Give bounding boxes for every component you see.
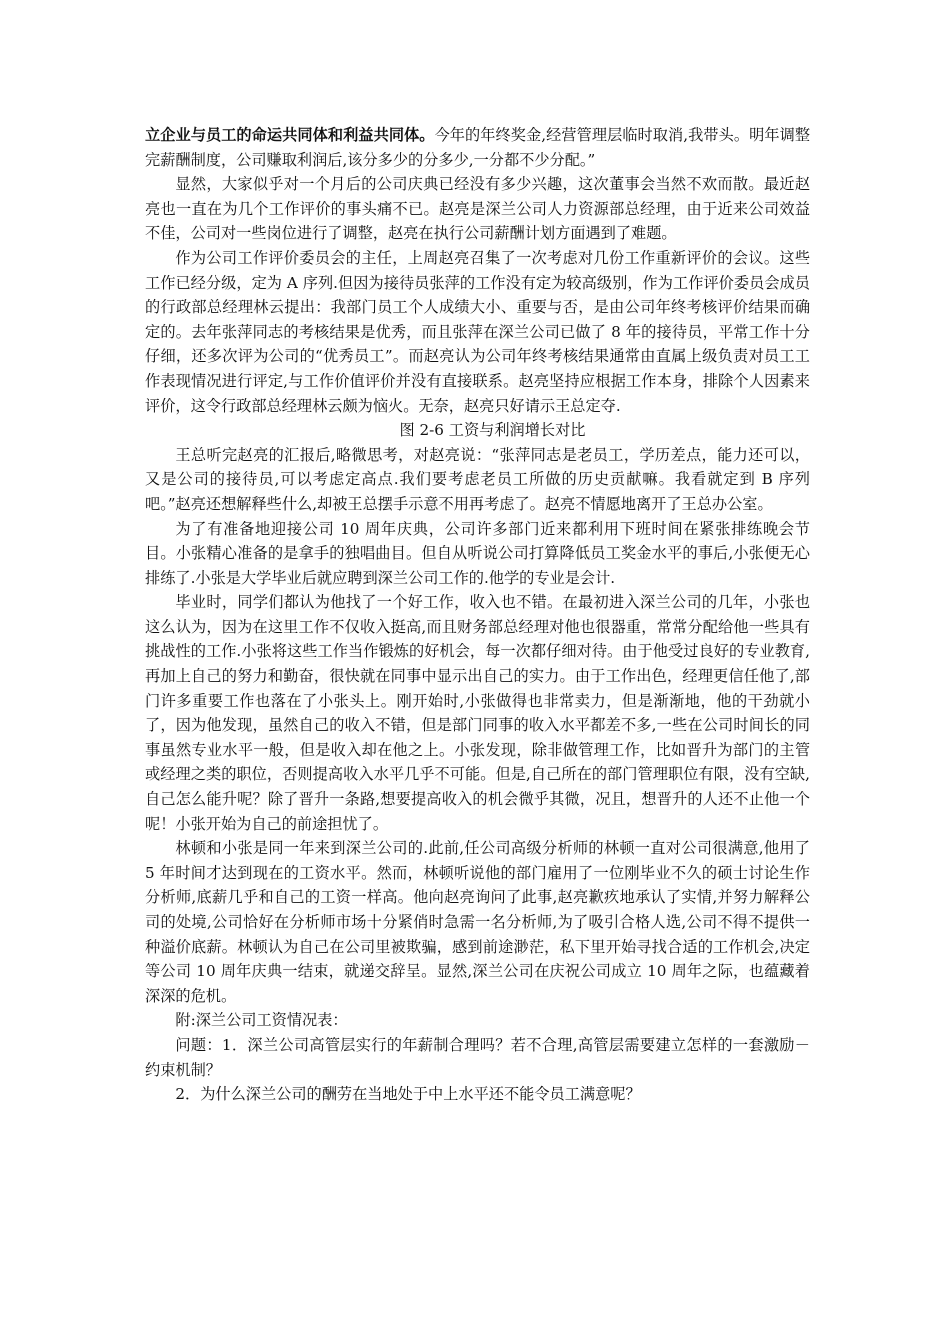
paragraph: 为了有准备地迎接公司 10 周年庆典，公司许多部门近来都利用下班时间在紧张排练晚会节目。小张精心准备的是拿手的独唱曲目。但自从听说公司打算降低员工奖金水平的事后,小张便无心排练了.小张是大学毕业后就应聘到深兰公司工作的.他学的专业是会计. xyxy=(145,519,810,587)
document-page xyxy=(145,123,810,1107)
figure-caption: 图 2-6 工资与利润增长对比 xyxy=(399,421,586,440)
paragraph: 作为公司工作评价委员会的主任，上周赵亮召集了一次考虑对几份工作重新评价的会议。这些工作已经分级，定为 A 序列.但因为接待员张萍的工作没有定为较高级别，作为工作评价委员会成员的行政部总经理林云提出：我部门员工个人成绩大小、重要与否，是由公司年终考核评价结果而确定的。去年张萍同志的考核结果是优秀，而且张萍在深兰公司已做了 8 年的接待员，平常工作十分仔细，还多次评为公司的“优秀员工”。而赵亮认为公司年终考核结果通常由直属上级负责对员工工作表现情况进行评定,与工作价值评价并没有直接联系。赵亮坚持应根据工作本身，排除个人因素来评价，这令行政部总经理林云颇为恼火。无奈，赵亮只好请示王总定夺. xyxy=(145,248,810,415)
appendix-label: 附:深兰公司工资情况表： xyxy=(175,1011,348,1030)
paragraph: 显然，大家似乎对一个月后的公司庆典已经没有多少兴趣，这次董事会当然不欢而散。最近赵亮也一直在为几个工作评价的事头痛不已。赵亮是深兰公司人力资源部总经理，由于近来公司效益不佳，公司对一些岗位进行了调整，赵亮在执行公司薪酬计划方面遇到了难题。 xyxy=(145,175,810,243)
bold-lead-text: 立企业与员工的命运共同体和利益共同体。 xyxy=(145,126,435,144)
paragraph: 毕业时，同学们都认为他找了一个好工作，收入也不错。在最初进入深兰公司的几年，小张也这么认为，因为在这里工作不仅收入挺高,而且财务部总经理对他也很器重，常常分配给他一些具有挑战性的工作.小张将这些工作当作锻炼的好机会，每一次都仔细对待。由于他受过良好的专业教育,再加上自己的努力和勤奋，很快就在同事中显示出自己的实力。由于工作出色，经理更信任他了,部门许多重要工作也落在了小张头上。刚开始时,小张做得也非常卖力，但是渐渐地，他的干劲就小了，因为他发现，虽然自己的收入不错，但是部门同事的收入水平都差不多,一些在公司时间长的同事虽然专业水平一般，但是收入却在他之上。小张发现，除非做管理工作，比如晋升为部门的主管或经理之类的职位，否则提高收入水平几乎不可能。但是,自己所在的部门管理职位有限，没有空缺,自己怎么能升呢？除了晋升一条路,想要提高收入的机会微乎其微，况且，想晋升的人还不止他一个呢！小张开始为自己的前途担忧了。 xyxy=(145,593,810,833)
question-2: 2．为什么深兰公司的酬劳在当地处于中上水平还不能令员工满意呢？ xyxy=(175,1085,641,1104)
paragraph: 林顿和小张是同一年来到深兰公司的.此前,任公司高级分析师的林顿一直对公司很满意,他用了 5 年时间才达到现在的工资水平。然而，林顿听说他的部门雇用了一位刚毕业不久的硕士讨论生作分析师,底薪几乎和自己的工资一样高。他向赵亮询问了此事,赵亮歉疚地承认了实情,并努力解释公司的处境,公司恰好在分析师市场十分紧俏时急需一名分析师,为了吸引合格人选,公司不得不提供一种溢价底薪。林顿认为自己在公司里被欺骗，感到前途渺茫，私下里开始寻找合适的工作机会,决定等公司 10 周年庆典一结束，就递交辞呈。显然,深兰公司在庆祝公司成立 10 周年之际，也蕴藏着深深的危机。 xyxy=(145,839,810,1005)
paragraph-text: 今年的年终奖金,经营管理层临时取消,我带头。明年调整完薪酬制度，公司赚取利润后,该分多少的分多少,一分都不少分配。” xyxy=(145,126,811,169)
question-1: 问题：1．深兰公司高管层实行的年薪制合理吗？若不合理,高管层需要建立怎样的一套激励－约束机制？ xyxy=(145,1035,810,1079)
paragraph: 王总听完赵亮的汇报后,略微思考，对赵亮说：“张萍同志是老员工，学历差点，能力还可以，又是公司的接待员,可以考虑定高点.我们要考虑老员工所做的历史贡献嘛。我看就定到 B 序列吧。”赵亮还想解释些什么,却被王总摆手示意不用再考虑了。赵亮不情愿地离开了王总办公室。 xyxy=(145,445,810,513)
paragraph-continuation xyxy=(145,123,810,172)
